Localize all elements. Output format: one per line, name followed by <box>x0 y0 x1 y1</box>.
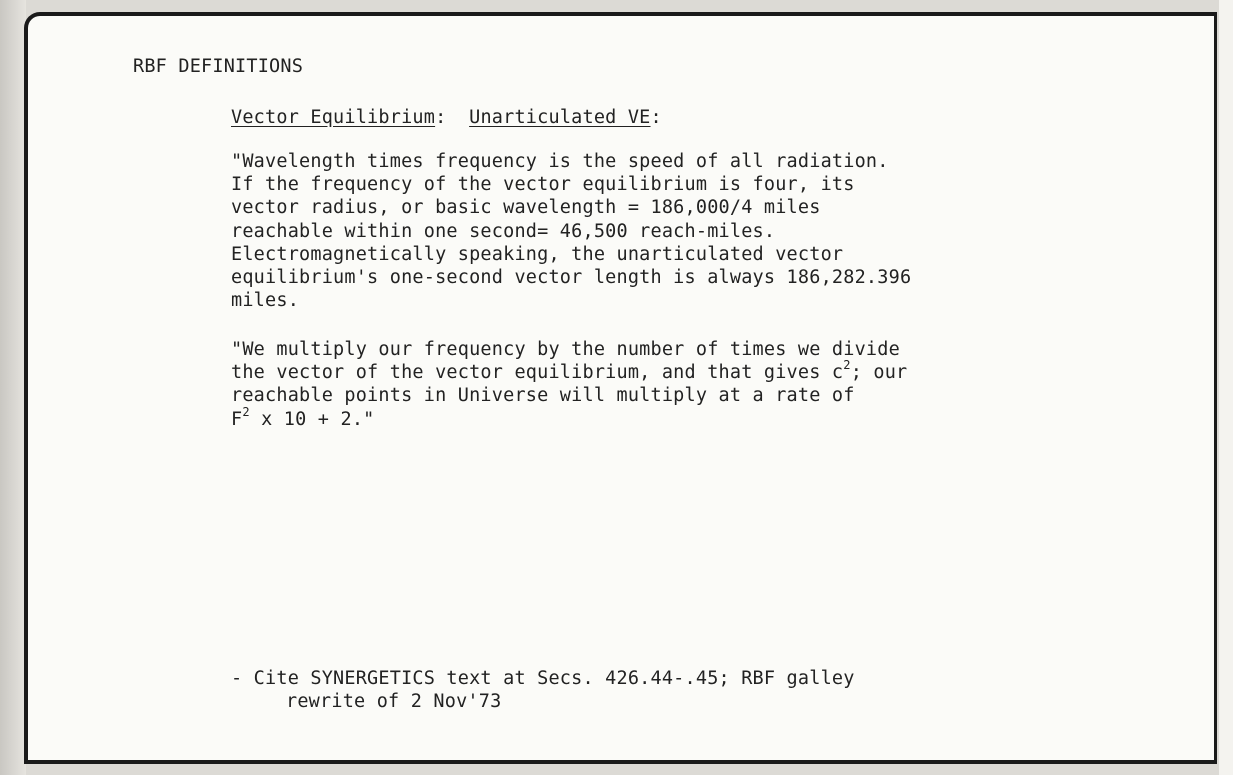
quote-line: miles. <box>231 290 300 312</box>
citation <box>231 667 855 713</box>
entry-subterm: Unarticulated VE <box>469 107 651 128</box>
citation-line: - Cite SYNERGETICS text at Secs. 426.44-.45; RBF galley <box>231 668 855 689</box>
quote-paragraph-1 <box>231 150 911 312</box>
quote-text: x 10 + 2." <box>249 408 375 430</box>
scan-edge-shadow <box>0 0 26 775</box>
entry-term: Vector Equilibrium <box>231 107 436 128</box>
definition-card <box>24 12 1217 764</box>
quote-line <box>231 404 907 431</box>
quote-paragraph-2 <box>231 338 907 431</box>
quote-line: equilibrium's one-second vector length is always 186,282.396 <box>231 267 912 289</box>
citation-line: rewrite of 2 Nov'73 <box>286 691 502 712</box>
quote-text: ; our <box>850 362 908 384</box>
superscript: 2 <box>242 404 250 419</box>
quote-line <box>231 358 908 384</box>
quote-line: reachable within one second= 46,500 reach-miles. <box>231 220 776 242</box>
quote-text: the vector of the vector equilibrium, and that gives c <box>231 362 844 384</box>
quote-line: Electromagnetically speaking, the unarticulated vector <box>231 243 844 265</box>
quote-line: reachable points in Universe will multiply at a rate of <box>231 385 855 407</box>
quote-line: "Wavelength times frequency is the speed of all radiation. <box>231 151 889 172</box>
quote-line: vector radius, or basic wavelength = 186,000/4 miles <box>231 197 821 219</box>
scan-right-margin <box>1219 0 1233 775</box>
superscript: 2 <box>843 358 851 373</box>
quote-text: F <box>231 408 243 430</box>
quote-line: "We multiply our frequency by the number of times we divide <box>231 339 900 360</box>
quote-line: If the frequency of the vector equilibrium is four, its <box>231 174 855 196</box>
entry-heading: Vector Equilibrium: Unarticulated VE: <box>231 107 662 128</box>
document-title: RBF DEFINITIONS <box>133 56 304 77</box>
